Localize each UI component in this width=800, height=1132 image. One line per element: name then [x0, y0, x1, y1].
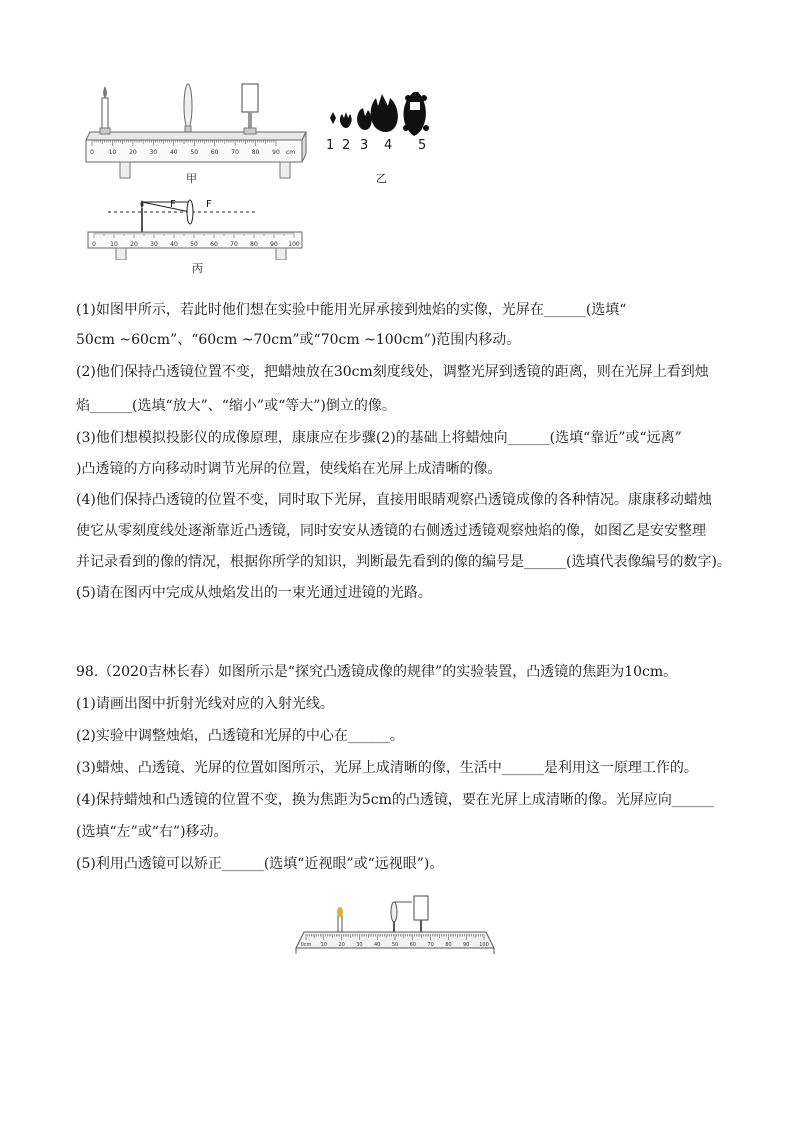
q97-part3-line1: (3)他们想模拟投影仪的成像原理，康康应在步骤(2)的基础上将蜡烛向______(选填“靠近”或“远离”: [76, 430, 682, 446]
ruler-tick-label: 0: [90, 149, 94, 156]
q97-part5-line1: (5)请在图丙中完成从烛焰发出的一束光通过进镜的光路。: [76, 585, 432, 601]
ruler-unit: cm: [286, 149, 296, 156]
image-number-1: 1: [326, 138, 335, 153]
q98-title: 98.（2020吉林长春）如图所示是“探究凸透镜成像的规律”的实验装置，凸透镜的焦距为10cm。: [76, 664, 678, 680]
figure-bing: [80, 196, 310, 276]
ruler-tick-label: 20: [129, 149, 137, 156]
ruler-tick-label: 60: [210, 241, 218, 248]
q97-part2-line2: 焰______(选填“放大”、“缩小”或“等大”)倒立的像。: [76, 398, 396, 414]
focal-point-right: F: [206, 199, 212, 210]
q97-part3-line2: )凸透镜的方向移动时调节光屏的位置，使线焰在光屏上成清晰的像。: [76, 461, 502, 477]
candle: [102, 98, 108, 128]
q98-part2: (2)实验中调整烛焰，凸透镜和光屏的中心在______。: [76, 728, 404, 744]
q97-part4-line3: 并记录看到的像的情况，根据你所学的知识，判断最先看到的像的编号是______(选填代表像编号的数字)。: [76, 554, 731, 570]
image-1: [330, 112, 336, 124]
ruler-tick-label: 10: [110, 241, 118, 248]
light-screen: [414, 896, 428, 920]
ruler-tick-label: 80: [251, 149, 260, 156]
ruler-tick-label: 80: [250, 241, 258, 248]
figure-bing-caption: 丙: [192, 262, 203, 275]
ruler-tick-label: 100: [479, 942, 489, 948]
ruler-tick-label: 0: [92, 241, 96, 248]
figure-jia: [76, 78, 316, 186]
ruler-tick-label: 100: [288, 241, 300, 248]
ruler-tick-label: 90: [272, 149, 280, 156]
light-screen: [242, 84, 258, 112]
figure-jia-caption: 甲: [186, 172, 197, 185]
image-number-5: 5: [418, 138, 427, 153]
ruler-tick-label: 70: [427, 942, 434, 948]
lens: [184, 84, 192, 128]
ruler-tick-label: 50: [190, 241, 198, 248]
ruler-tick-label: 80: [445, 942, 452, 948]
ruler-tick-label: 10: [108, 149, 117, 156]
candle: [338, 916, 342, 932]
ruler-tick-label: 50: [391, 942, 399, 948]
q97-part1-line1: (1)如图甲所示，若此时他们想在实验中能用光屏承接到烛焰的实像，光屏在______(选填“: [76, 302, 627, 318]
q97-part4-line2: 使它从零刻度线处逐渐靠近凸透镜，同时安安从透镜的右侧透过透镜观察烛焰的像，如图乙是安安整理: [76, 523, 706, 539]
ruler-tick-label: 20: [130, 241, 138, 248]
ruler-tick-label: 60: [210, 149, 219, 156]
ruler-tick-label: 90: [270, 241, 278, 248]
ruler-tick-label: 40: [374, 942, 381, 948]
q98-part5: (5)利用凸透镜可以矫正______(选填“近视眼”或“远视眼”)。: [76, 856, 444, 872]
figure-yi: [320, 88, 450, 188]
ruler-tick-label: 10: [320, 942, 327, 948]
q97-part1-line2: 50cm ~60cm”、“60cm ~70cm”或“70cm ~100cm”)范围内移动。: [76, 332, 521, 348]
q98-part1: (1)请画出图中折射光线对应的入射光线。: [76, 696, 334, 712]
candle-flame: [103, 86, 107, 98]
q98-part4-line1: (4)保持蜡烛和凸透镜的位置不变，换为焦距为5cm的凸透镜，要在光屏上成清晰的像。光屏应向______: [76, 792, 714, 808]
figure-q98-bench: [290, 890, 500, 960]
ruler-tick-label: 30: [149, 149, 158, 156]
lens: [391, 902, 397, 922]
ruler-tick-label: 70: [231, 149, 239, 156]
q97-part2-line1: (2)他们保持凸透镜位置不变，把蜡烛放在30cm刻度线处，调整光屏到透镜的距离，则在光屏上看到烛: [76, 364, 709, 380]
ruler-tick-label: 30: [356, 942, 363, 948]
image-4: [371, 94, 398, 132]
ruler-tick-label: 30: [150, 241, 158, 248]
ruler-tick-label: 40: [169, 149, 178, 156]
figure-yi-caption: 乙: [376, 172, 387, 185]
ruler-tick-label: 90: [463, 942, 470, 948]
image-number-2: 2: [342, 138, 351, 153]
image-number-4: 4: [384, 138, 393, 153]
ruler-tick-label: 60: [409, 942, 416, 948]
q98-part3: (3)蜡烛、凸透镜、光屏的位置如图所示，光屏上成清晰的像，生活中______是利用这一原理工作的。: [76, 760, 698, 776]
image-number-3: 3: [360, 138, 369, 153]
focal-point-left: F: [170, 199, 176, 210]
image-2: [340, 112, 352, 128]
lens: [187, 200, 193, 224]
ruler-tick-label: 50: [190, 149, 199, 156]
ruler-tick-label: 40: [170, 241, 178, 248]
image-3: [357, 108, 371, 130]
q97-part4-line1: (4)他们保持凸透镜的位置不变，同时取下光屏，直接用眼睛观察凸透镜成像的各种情况。康康移动蜡烛: [76, 492, 712, 508]
ruler-tick-label: 70: [230, 241, 238, 248]
q98-part4-line2: (选填“左”或“右”)移动。: [76, 824, 228, 840]
candle-flame: [337, 907, 343, 917]
ruler-tick-label: 20: [338, 942, 345, 948]
ruler-tick-label: 0cm: [300, 942, 312, 948]
